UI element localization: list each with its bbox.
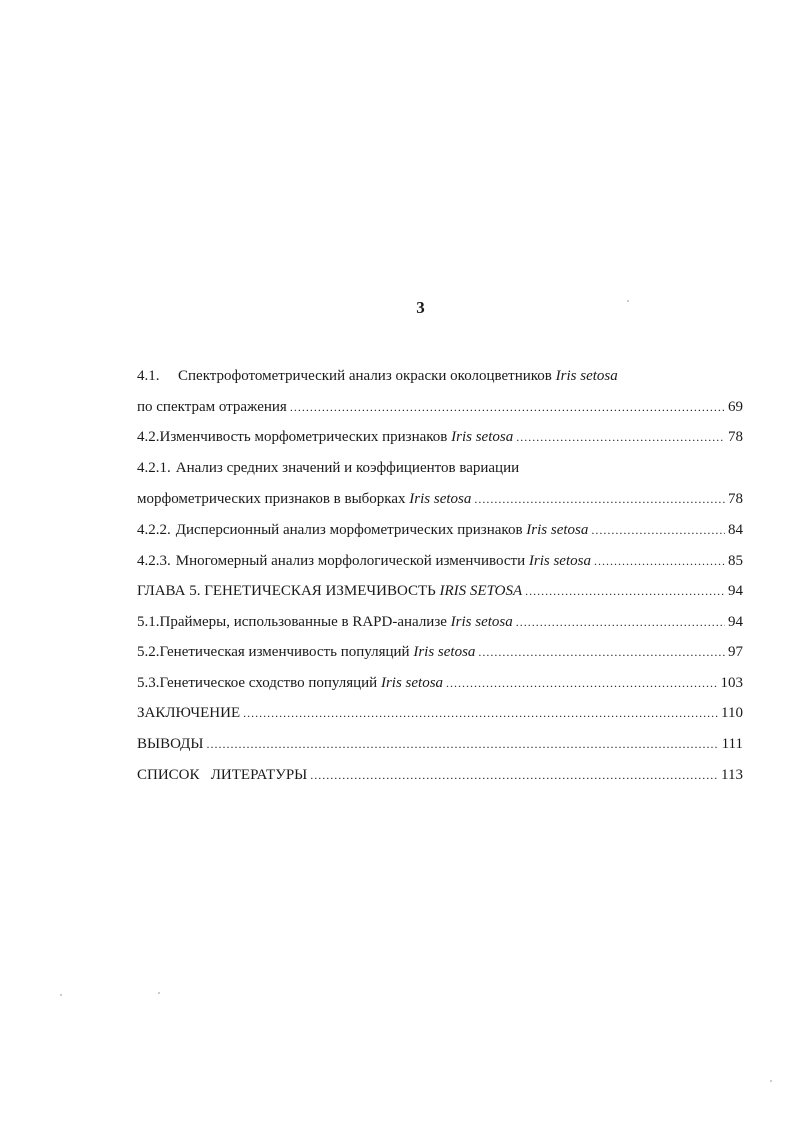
toc-entry-text: Изменчивость морфометрических признаков Iris setosa (159, 429, 514, 445)
toc-leader-dots (207, 734, 719, 754)
toc-entry-4-2-1 (137, 458, 743, 478)
toc-entry-text: ГЛАВА 5. ГЕНЕТИЧЕСКАЯ ИЗМЕЧИВОСТЬ IRIS SETOSA (137, 583, 523, 599)
toc-entry-text: ЗАКЛЮЧЕНИЕ (137, 705, 241, 721)
toc-entry-chapter-5 (137, 581, 743, 601)
toc-entry-text: Генетическая изменчивость популяций Iris setosa (159, 644, 476, 660)
scan-speck (627, 300, 629, 302)
toc-leader-dots (516, 612, 725, 632)
toc-entry-number: 4.2.1. (137, 460, 171, 476)
toc-entry-page: 94 (728, 614, 743, 630)
toc-entry-text: ВЫВОДЫ (137, 736, 204, 752)
toc-entry-page: 113 (721, 767, 743, 783)
toc-entry-number: 4.2.3. (137, 553, 171, 569)
toc-entry-findings (137, 734, 743, 754)
toc-leader-dots (290, 397, 725, 417)
toc-entry-number: 4.2.2. (137, 522, 171, 538)
toc-entry-text: Дисперсионный анализ морфометрических признаков Iris setosa (175, 522, 589, 538)
toc-leader-dots (516, 427, 725, 447)
toc-entry-page: 103 (720, 675, 743, 691)
toc-entry-page: 111 (721, 736, 743, 752)
toc-entry-text: Многомерный анализ морфологической изменчивости Iris setosa (175, 553, 591, 569)
toc-entry-page: 69 (728, 399, 743, 415)
toc-entry-page: 94 (728, 583, 743, 599)
toc-entry-4-2-2 (137, 520, 743, 540)
toc-entry-5-1 (137, 612, 743, 632)
toc-leader-dots (478, 642, 725, 662)
toc-entry-page: 85 (728, 553, 743, 569)
scan-speck (770, 1080, 772, 1082)
toc-leader-dots (243, 703, 718, 723)
toc-leader-dots (474, 489, 725, 509)
toc-entry-number: 4.2. (137, 429, 160, 445)
toc-entry-5-2 (137, 642, 743, 662)
toc-entry-text: Спектрофотометрический анализ окраски околоцветников Iris setosa (178, 368, 618, 384)
toc-entry-conclusion (137, 703, 743, 723)
toc-entry-4-2-3 (137, 551, 743, 571)
scan-speck (60, 994, 62, 996)
toc-entry-number: 5.3. (137, 675, 160, 691)
toc-entry-text: морфометрических признаков в выборках Iris setosa (137, 491, 472, 507)
toc-entry-page: 110 (721, 705, 743, 721)
toc-entry-text: Праймеры, использованные в RAPD-анализе Iris setosa (159, 614, 513, 630)
toc-entry-page: 97 (728, 644, 743, 660)
toc-leader-dots (525, 581, 725, 601)
toc-leader-dots (446, 673, 717, 693)
toc-entry-page: 78 (728, 429, 743, 445)
toc-entry-text: СПИСОК ЛИТЕРАТУРЫ (137, 767, 308, 783)
toc-entry-number: 4.1. (137, 368, 160, 384)
toc-entry-number: 5.2. (137, 644, 160, 660)
toc-entry-text: по спектрам отражения (137, 399, 287, 415)
toc-leader-dots (594, 551, 725, 571)
toc-entry-text: Анализ средних значений и коэффициентов вариации (175, 460, 520, 476)
toc-leader-dots (591, 520, 725, 540)
toc-entry-text: Генетическое сходство популяций Iris setosa (159, 675, 444, 691)
toc-entry-5-3 (137, 673, 743, 693)
toc-entry-page: 78 (728, 491, 743, 507)
toc-entry-4-2-1-cont (137, 489, 743, 509)
toc-entry-page: 84 (728, 522, 743, 538)
toc-entry-number: 5.1. (137, 614, 160, 630)
toc-entry-4-2 (137, 427, 743, 447)
scan-speck (158, 992, 160, 994)
toc-entry-4-1-cont (137, 397, 743, 417)
page-number: 3 (416, 298, 425, 317)
toc-entry-4-1 (137, 366, 743, 386)
toc-leader-dots (310, 765, 718, 785)
toc-entry-references (137, 765, 743, 785)
